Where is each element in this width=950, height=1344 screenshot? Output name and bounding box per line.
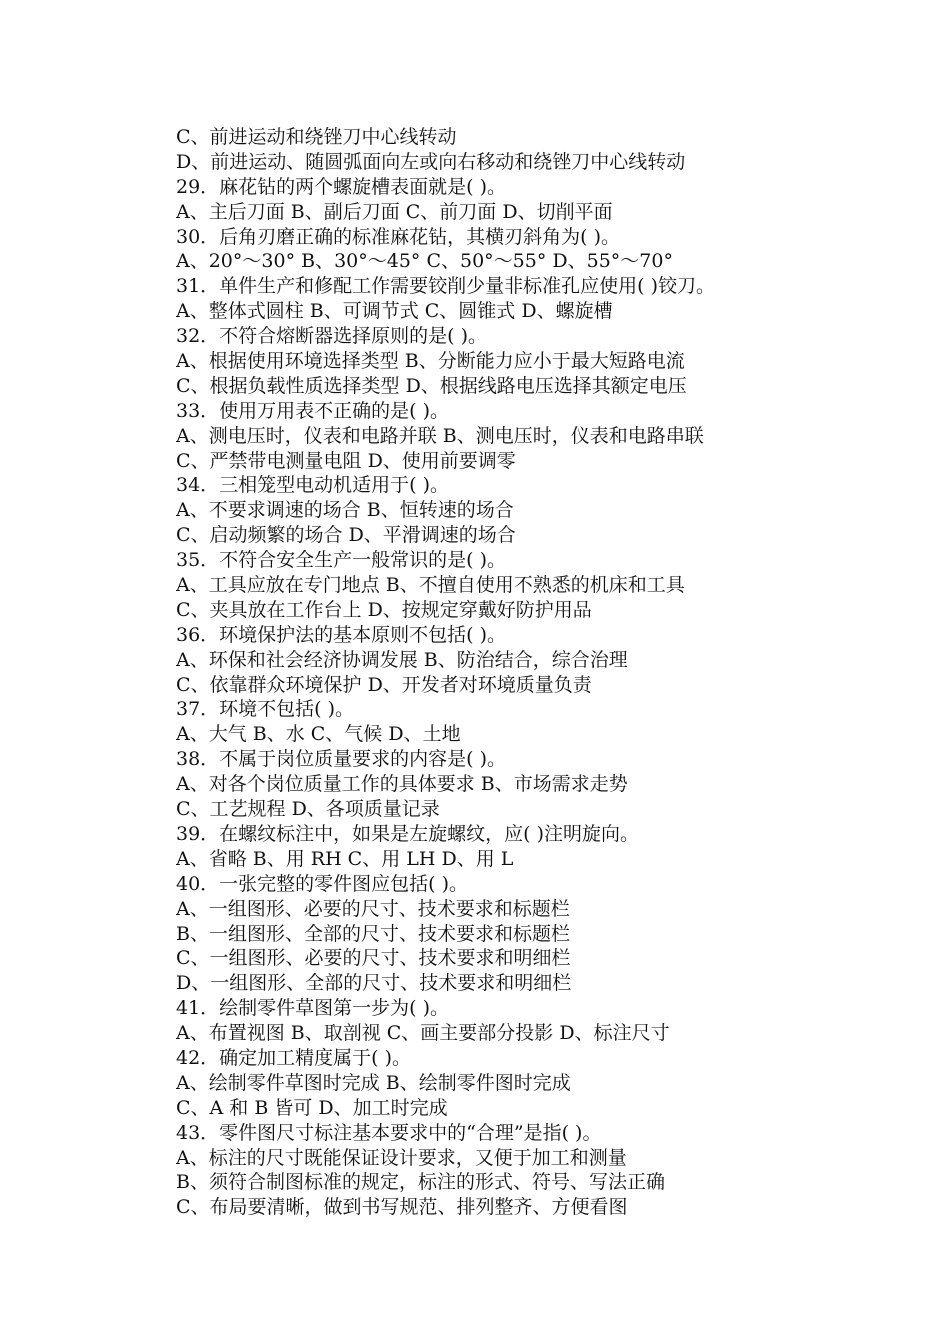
text-line: 43．零件图尺寸标注基本要求中的“合理”是指( )。 — [176, 1121, 602, 1144]
text-line: A、测电压时，仪表和电路并联 B、测电压时，仪表和电路串联 — [176, 424, 704, 447]
text-line: C、夹具放在工作台上 D、按规定穿戴好防护用品 — [176, 598, 592, 621]
text-line: C、严禁带电测量电阻 D、使用前要调零 — [176, 449, 516, 472]
text-line: D、前进运动、随圆弧面向左或向右移动和绕锉刀中心线转动 — [176, 150, 686, 173]
text-line: 36．环境保护法的基本原则不包括( )。 — [176, 623, 507, 646]
text-line: B、一组图形、全部的尺寸、技术要求和标题栏 — [176, 922, 570, 945]
text-line: A、工具应放在专门地点 B、不擅自使用不熟悉的机床和工具 — [176, 574, 685, 597]
text-line: A、省略 B、用 RH C、用 LH D、用 L — [176, 847, 514, 870]
text-line: 35．不符合安全生产一般常识的是( )。 — [176, 549, 507, 572]
text-line: A、大气 B、水 C、气候 D、土地 — [176, 723, 461, 746]
text-line: 37．环境不包括( )。 — [176, 698, 355, 721]
text-line: A、20°～30° B、30°～45° C、50°～55° D、55°～70° — [176, 250, 673, 273]
text-line: C、前进运动和绕锉刀中心线转动 — [176, 126, 457, 148]
text-line: 31．单件生产和修配工作需要铰削少量非标准孔应使用( )铰刀。 — [176, 275, 716, 298]
text-line: A、一组图形、必要的尺寸、技术要求和标题栏 — [176, 897, 570, 920]
text-line: 39．在螺纹标注中，如果是左旋螺纹，应( )注明旋向。 — [176, 822, 640, 845]
text-line: C、A 和 B 皆可 D、加工时完成 — [176, 1096, 448, 1119]
text-line: A、布置视图 B、取剖视 C、画主要部分投影 D、标注尺寸 — [176, 1022, 670, 1045]
text-line: A、根据使用环境选择类型 B、分断能力应小于最大短路电流 — [176, 350, 685, 373]
text-line: C、一组图形、必要的尺寸、技术要求和明细栏 — [176, 947, 571, 970]
text-line: A、不要求调速的场合 B、恒转速的场合 — [176, 499, 514, 522]
text-line: A、绘制零件草图时完成 B、绘制零件图时完成 — [176, 1071, 571, 1094]
text-line: C、工艺规程 D、各项质量记录 — [176, 798, 440, 821]
text-line: A、环保和社会经济协调发展 B、防治结合，综合治理 — [176, 648, 628, 671]
text-line: C、根据负载性质选择类型 D、根据线路电压选择其额定电压 — [176, 374, 687, 397]
text-line: 42．确定加工精度属于( )。 — [176, 1046, 412, 1069]
text-line: 33．使用万用表不正确的是( )。 — [176, 399, 450, 422]
text-line: 38．不属于岗位质量要求的内容是( )。 — [176, 748, 507, 771]
text-line: A、整体式圆柱 B、可调节式 C、圆锥式 D、螺旋槽 — [176, 300, 613, 323]
document-body — [176, 125, 876, 1220]
text-line: C、布局要清晰，做到书写规范、排列整齐、方便看图 — [176, 1196, 628, 1219]
text-line: A、主后刀面 B、副后刀面 C、前刀面 D、切削平面 — [176, 200, 613, 223]
text-line: C、依靠群众环境保护 D、开发者对环境质量负责 — [176, 673, 592, 696]
text-line: 30．后角刃磨正确的标准麻花钻，其横刃斜角为( )。 — [176, 225, 621, 248]
text-line: 40．一张完整的零件图应包括( )。 — [176, 872, 469, 895]
text-line: D、一组图形、全部的尺寸、技术要求和明细栏 — [176, 972, 572, 995]
text-line: 41．绘制零件草图第一步为( )。 — [176, 997, 450, 1020]
text-line: A、标注的尺寸既能保证设计要求，又便于加工和测量 — [176, 1146, 627, 1169]
text-line: B、须符合制图标准的规定，标注的形式、符号、写法正确 — [176, 1171, 665, 1194]
text-line: 32．不符合熔断器选择原则的是( )。 — [176, 325, 488, 348]
text-line: C、启动频繁的场合 D、平滑调速的场合 — [176, 524, 516, 547]
text-line: 29．麻花钻的两个螺旋槽表面就是( )。 — [176, 175, 507, 198]
text-line: 34．三相笼型电动机适用于( )。 — [176, 474, 450, 497]
text-line: A、对各个岗位质量工作的具体要求 B、市场需求走势 — [176, 773, 628, 796]
